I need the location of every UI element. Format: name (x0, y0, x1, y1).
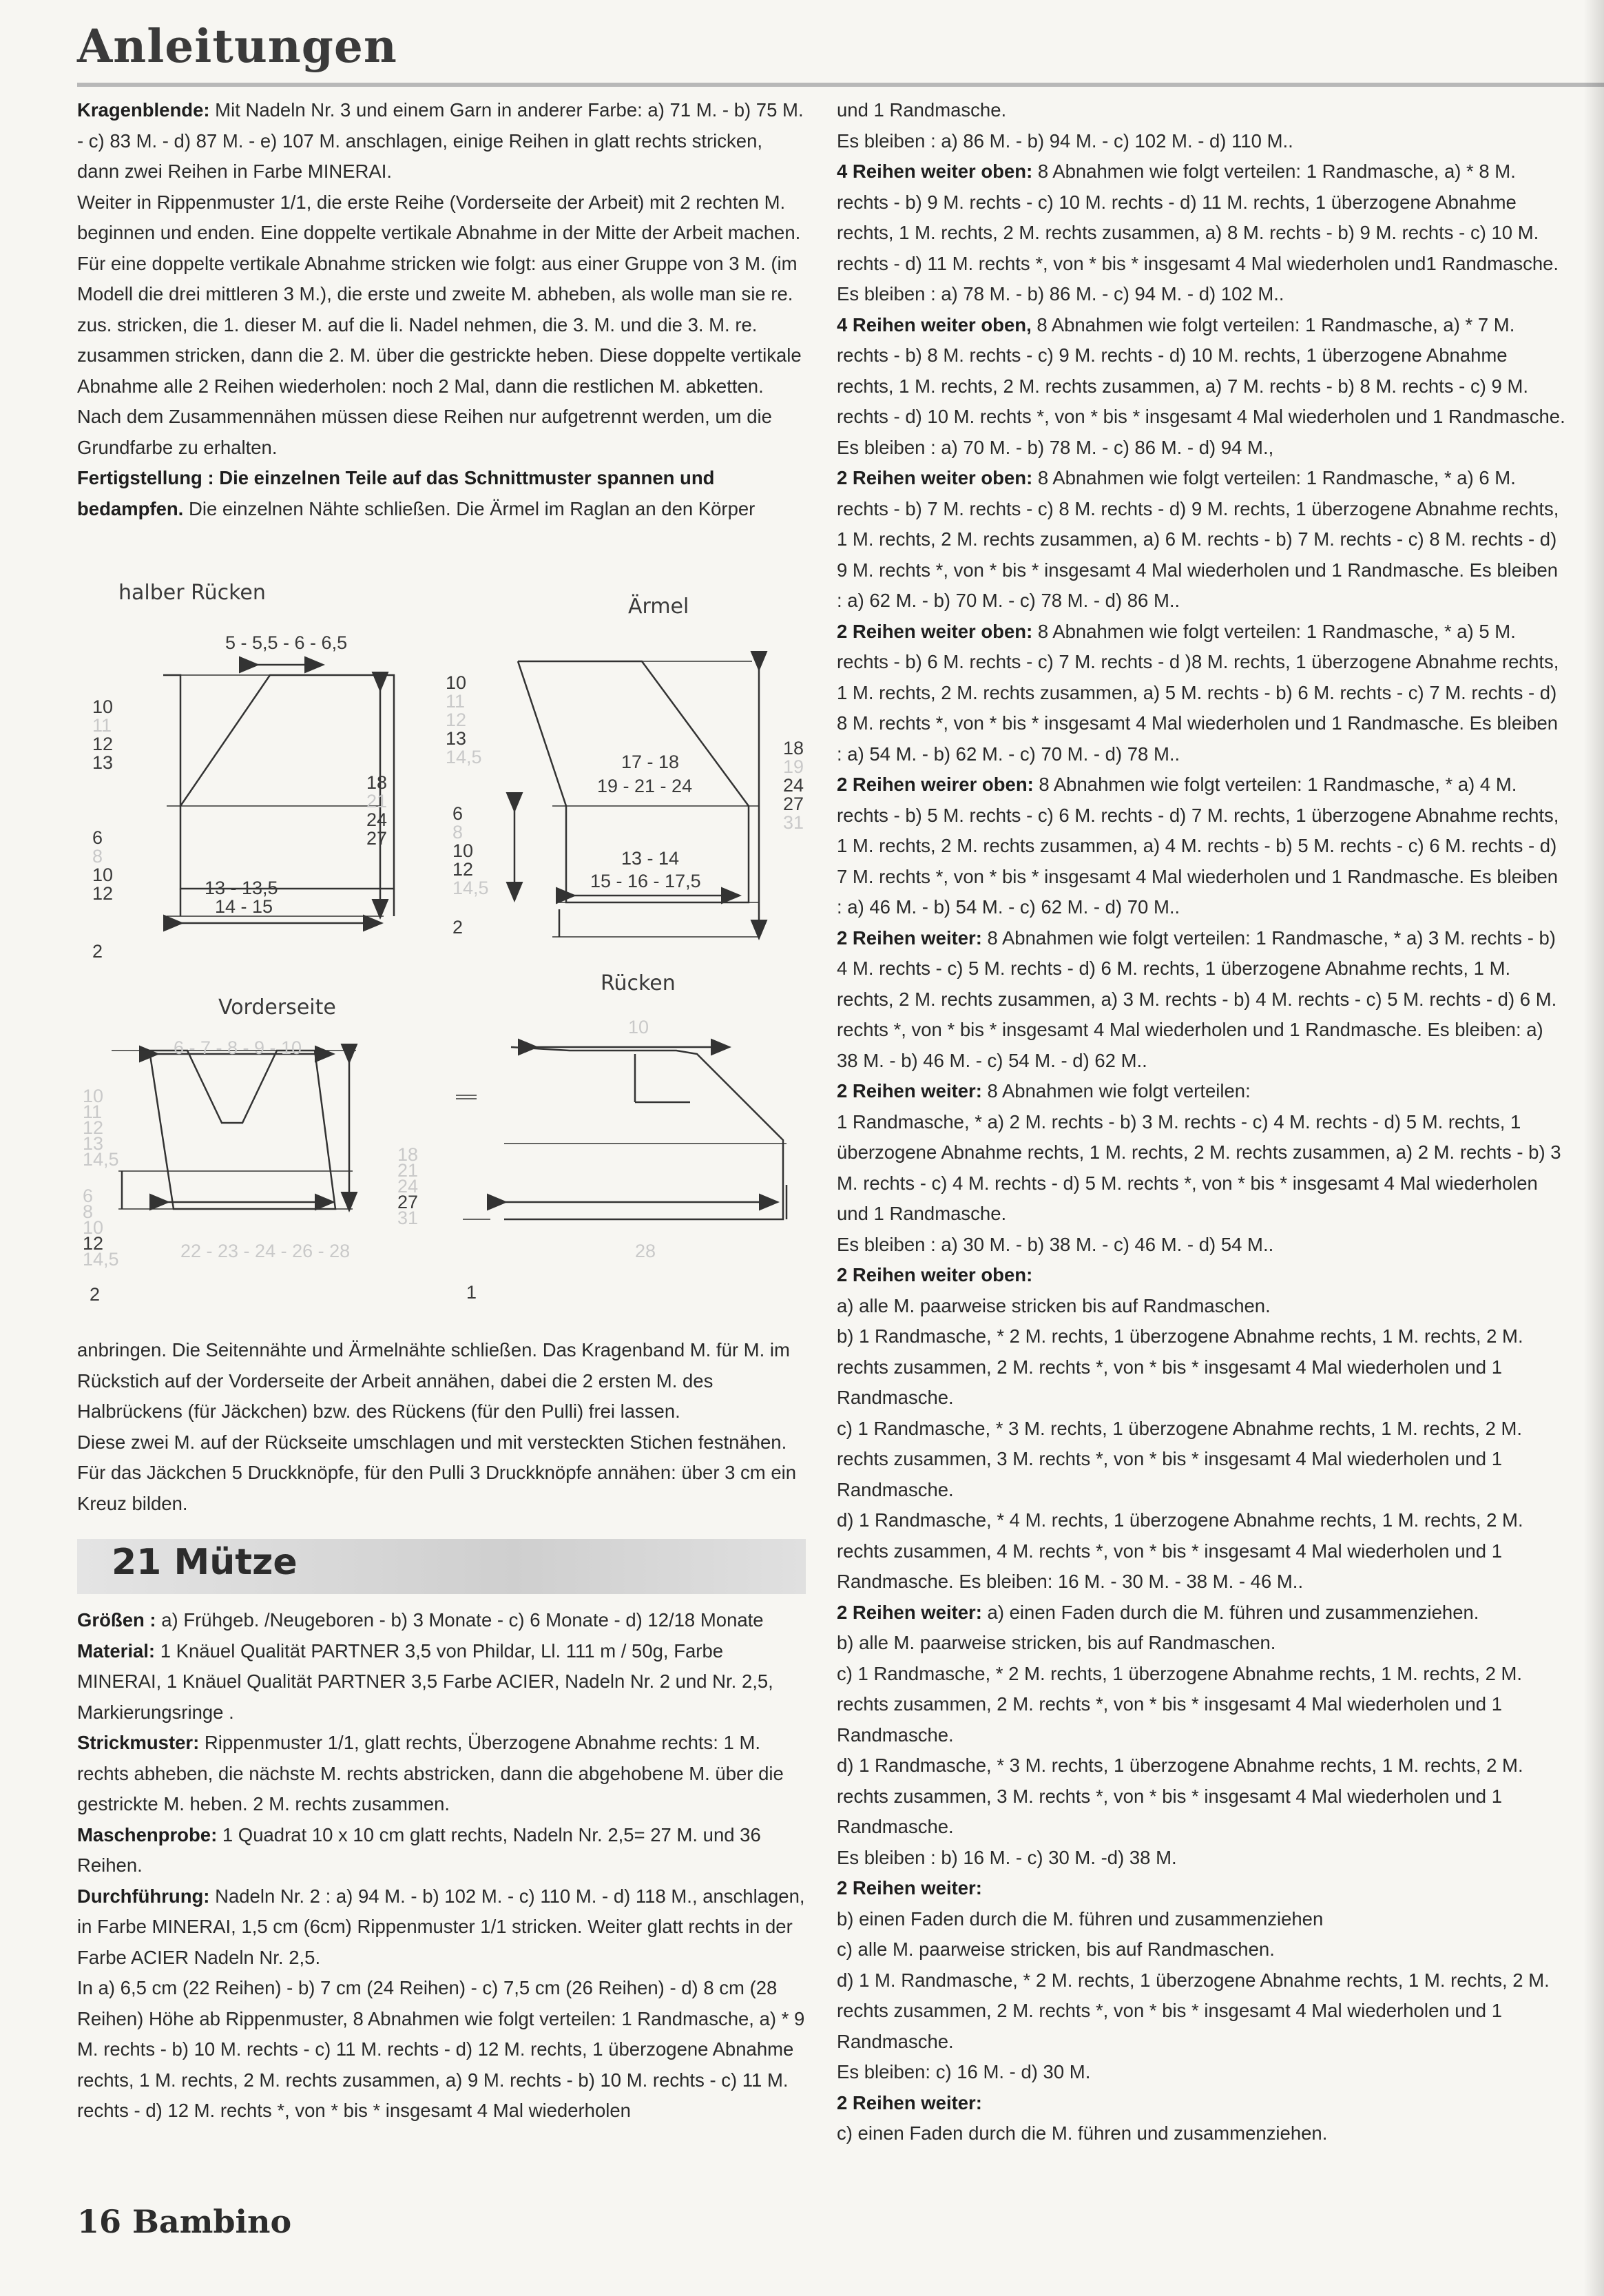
sl-right-1: 18 (783, 738, 804, 758)
paragraph (77, 1881, 806, 1974)
paragraph-text: 8 Abnahmen wie folgt verteilen: 1 Randmasche, * a) 5 M. rechts - b) 6 M. rechts - c) 7 M. rechts - d )8 M. rechts, 1 überzogene Abnahme rechts, 1 M. rechts, 2 M. rechts zusammen, a) 5 M. rechts - b) 6 M. rechts - c) 7 M. rechts - d) 8 M. rechts *, von * bis * insgesamt 4 Mal wiederholen und 1 Randmasche. Es bleiben : a) 54 M. - b) 62 M. - c) 70 M. - d) 78 M.. (837, 620, 1559, 765)
paragraph-text: 1 Knäuel Qualität PARTNER 3,5 von Phildar, Ll. 111 m / 50g, Farbe MINERAI, 1 Knäuel Qualität PARTNER 3,5 Farbe ACIER, Nadeln Nr. 2 und Nr. 2,5, Markierungsringe . (77, 1640, 773, 1723)
paragraph (837, 310, 1567, 464)
sl-left-10: 14,5 (452, 878, 489, 898)
paragraph (837, 2057, 1567, 2088)
column-right (837, 95, 1567, 2149)
sl-right-5: 31 (783, 812, 804, 833)
paragraph-lead: 4 Reihen weiter oben, (837, 313, 1032, 335)
sl-right-4: 27 (783, 794, 804, 814)
sl-left-1: 10 (446, 672, 467, 693)
page-gutter-shadow (1583, 0, 1604, 2296)
paragraph (77, 1335, 806, 1427)
paragraph-lead: 2 Reihen weirer oben: (837, 774, 1034, 795)
paragraph-lead: 2 Reihen weiter: (837, 2091, 982, 2113)
fr-left-3: 12 (83, 1117, 104, 1138)
paragraph-text: und 1 Randmasche. (837, 99, 1007, 121)
sl-bottom-w2: 15 - 16 - 17,5 (590, 871, 701, 891)
label-half-back: halber Rücken (118, 581, 266, 605)
paragraph (837, 1904, 1567, 1935)
paragraph (77, 1820, 806, 1881)
sl-right-2: 19 (783, 756, 804, 777)
paragraph (837, 2118, 1567, 2149)
half-back-outline (163, 675, 394, 889)
paragraph-text: b) einen Faden durch die M. führen und zusammenziehen (837, 1907, 1324, 1930)
paragraph (77, 1973, 806, 2127)
paragraph (837, 1260, 1567, 1291)
fr-left-4: 13 (83, 1133, 104, 1154)
fr-bottom-width: 22 - 23 - 24 - 26 - 28 (180, 1241, 351, 1261)
paragraph-text: anbringen. Die Seitennähte und Ärmelnähte schließen. Das Kragenband M. für M. im Rückstich auf der Vorderseite der Arbeit annähen, dabei die 2 ersten M. des Halbrückens (für Jäckchen) bzw. des Rückens (für den Pulli) frei lassen. (77, 1339, 790, 1422)
paragraph (837, 1076, 1567, 1107)
paragraph-text: c) einen Faden durch die M. führen und zusammenziehen. (837, 2122, 1328, 2144)
fr-left-6: 6 (83, 1186, 94, 1206)
hb-right-4: 27 (366, 828, 388, 849)
fr-left-2: 11 (83, 1102, 103, 1122)
paragraph (77, 1636, 806, 1728)
paragraph (77, 1605, 806, 1636)
paragraph-text: 1 Randmasche, * a) 2 M. rechts - b) 3 M. rechts - c) 4 M. rechts - d) 5 M. rechts, 1 überzogene Abnahme rechts, 1 M. rechts, 2 M. rechts zusammen, a) 2 M. rechts - b) 3 M. rechts - c) 4 M. rechts - d) 5 M. rechts *, von * bis * insgesamt 4 Mal wiederholen und 1 Randmasche. (837, 1110, 1561, 1224)
paragraph-text: Es bleiben : b) 16 M. - c) 30 M. -d) 38 M. (837, 1846, 1177, 1868)
paragraph (837, 1843, 1567, 1874)
fr-left-7: 8 (83, 1201, 94, 1222)
paragraph (77, 95, 806, 187)
paragraph-text: 8 Abnahmen wie folgt verteilen: (981, 1080, 1251, 1102)
paragraph-text: Nadeln Nr. 2 : a) 94 M. - b) 102 M. - c) 110 M. - d) 118 M., anschlagen, in Farbe MINERAI, 1,5 cm (6cm) Rippenmuster 1/1 stricken. Weiter glatt rechts in der Farbe ACIER Nadeln Nr. 2,5. (77, 1885, 805, 1968)
paragraph (837, 1597, 1567, 1628)
hb-left-1: 10 (92, 696, 114, 717)
paragraph (837, 1230, 1567, 1261)
paragraph-text: Mit Nadeln Nr. 3 und einem Garn in anderer Farbe: a) 71 M. - b) 75 M. - c) 83 M. - d) 87 M. - e) 107 M. anschlagen, einige Reihen in glatt rechts stricken, dann zwei Reihen in Farbe MINERAI. (77, 99, 804, 182)
sl-bottom-h: 2 (452, 917, 464, 938)
column-left-top (77, 95, 806, 524)
paragraph (837, 1414, 1567, 1506)
paragraph-lead: Kragenblende: (77, 99, 210, 121)
paragraph-text: d) 1 Randmasche, * 3 M. rechts, 1 überzogene Abnahme rechts, 1 M. rechts, 2 M. rechts zusammen, 3 M. rechts *, von * bis * insgesamt 4 Mal wiederholen und 1 Randmasche. (837, 1755, 1523, 1837)
paragraph-text: c) 1 Randmasche, * 3 M. rechts, 1 überzogene Abnahme rechts, 1 M. rechts, 2 M. rechts zusammen, 3 M. rechts *, von * bis * insgesamt 4 Mal wiederholen und 1 Randmasche. (837, 1417, 1523, 1500)
paragraph-lead: 4 Reihen weiter oben: (837, 161, 1033, 182)
fr-top-width: 6 - 7 - 8 - 9 - 10 (174, 1037, 302, 1058)
page-number: 16 (77, 2203, 122, 2240)
paragraph (837, 769, 1567, 923)
sl-left-2: 11 (446, 691, 466, 712)
paragraph-text: Rippenmuster 1/1, glatt rechts, Überzogene Abnahme rechts: 1 M. rechts abheben, die nächste M. rechts abstricken, dann die abgehobene M. über die gestrickte M. heben. 2 M. rechts zusammen. (77, 1732, 784, 1814)
paragraph-text: a) alle M. paarweise stricken bis auf Randmaschen. (837, 1294, 1271, 1316)
label-front: Vorderseite (218, 995, 336, 1020)
sl-right-3: 24 (783, 775, 804, 796)
back-outline (504, 1047, 783, 1219)
sl-left-9: 12 (452, 859, 474, 880)
paragraph (837, 2088, 1567, 2119)
sl-left-7: 8 (452, 822, 464, 842)
paragraph (837, 1291, 1567, 1322)
paragraph-text: c) alle M. paarweise stricken, bis auf Randmaschen. (837, 1938, 1275, 1960)
fr-right-3: 24 (397, 1176, 419, 1197)
paragraph-text: Es bleiben : a) 30 M. - b) 38 M. - c) 46 M. - d) 54 M.. (837, 1233, 1274, 1255)
page-title: Anleitungen (77, 19, 397, 73)
schematic-diagrams (77, 579, 807, 1330)
paragraph (837, 126, 1567, 157)
paragraph (837, 463, 1567, 617)
hb-left-8: 12 (92, 883, 114, 904)
paragraph-text: 8 Abnahmen wie folgt verteilen: 1 Randmasche, a) * 7 M. rechts - b) 8 M. rechts - c) 9 M. rechts - d) 10 M. rechts, 1 überzogene Abnahme rechts, 1 M. rechts, 2 M. rechts zusammen, a) 7 M. rechts - b) 8 M. rechts - c) 9 M. rechts - d) 10 M. rechts *, von * bis * insgesamt 4 Mal wiederholen und 1 Randmasche. Es bleiben : a) 70 M. - b) 78 M. - c) 86 M. - d) 94 M., (837, 313, 1565, 458)
hb-bottom-w1: 13 - 13,5 (205, 878, 278, 898)
section-heading-box (77, 1539, 806, 1594)
paragraph (837, 617, 1567, 770)
paragraph-text: 8 Abnahmen wie folgt verteilen: 1 Randmasche, * a) 3 M. rechts - b) 4 M. rechts - c) 5 M. rechts - d) 6 M. rechts, 1 überzogene Abnahme rechts, 1 M. rechts, 2 M. rechts zusammen, a) 3 M. rechts - b) 4 M. rechts - c) 5 M. rechts - d) 6 M. rechts *, von * bis * insgesamt 4 Mal wiederholen und 1 Randmasche. Es bleiben: a) 38 M. - b) 46 M. - c) 54 M. - d) 62 M.. (837, 927, 1557, 1071)
paragraph-lead: Größen : (77, 1609, 156, 1631)
title-rule (77, 83, 1604, 87)
paragraph (77, 187, 806, 402)
paragraph-lead: 2 Reihen weiter oben: (837, 1264, 1033, 1285)
paragraph-lead: Fertigstellung : Die einzelnen Teile auf das Schnittmuster spannen und bedampfen. (77, 467, 715, 519)
paragraph (837, 1505, 1567, 1597)
hb-right-3: 24 (366, 809, 388, 830)
hb-left-2: 11 (92, 715, 112, 736)
hb-left-5: 6 (92, 827, 103, 848)
paragraph-text: b) 1 Randmasche, * 2 M. rechts, 1 überzogene Abnahme rechts, 1 M. rechts, 2 M. rechts zusammen, 2 M. rechts *, von * bis * insgesamt 4 Mal wiederholen und 1 Randmasche. (837, 1325, 1523, 1408)
paragraph (837, 1107, 1567, 1230)
fr-left-1: 10 (83, 1086, 104, 1106)
paragraph (837, 923, 1567, 1077)
hb-top-width: 5 - 5,5 - 6 - 6,5 (225, 632, 348, 653)
fr-right-4: 27 (397, 1192, 419, 1212)
bk-bottom-h: 1 (466, 1282, 477, 1303)
sl-top-w2: 19 - 21 - 24 (597, 776, 693, 796)
pattern-schematics (77, 579, 807, 1330)
sl-left-5: 14,5 (446, 747, 482, 767)
paragraph (837, 1965, 1567, 2058)
bk-top-width: 10 (628, 1017, 649, 1037)
paragraph-text: In a) 6,5 cm (22 Reihen) - b) 7 cm (24 Reihen) - c) 7,5 cm (26 Reihen) - d) 8 cm (28 Reihen) Höhe ab Rippenmuster, 8 Abnahmen wie folgt verteilen: 1 Randmasche, a) * 9 M. rechts - b) 10 M. rechts - c) 11 M. rechts - d) 12 M. rechts, 1 überzogene Abnahme rechts, 1 M. rechts, 2 M. rechts zusammen, a) 9 M. rechts - b) 10 M. rechts - c) 11 M. rechts - d) 12 M. rechts *, von * bis * insgesamt 4 Mal wiederholen (77, 1977, 805, 2121)
paragraph-text: Es bleiben: c) 16 M. - d) 30 M. (837, 2061, 1091, 2082)
paragraph-lead: 2 Reihen weiter: (837, 927, 982, 949)
fr-bottom-h: 2 (90, 1284, 101, 1305)
paragraph-text: d) 1 M. Randmasche, * 2 M. rechts, 1 überzogene Abnahme rechts, 1 M. rechts, 2 M. rechts zusammen, 2 M. rechts *, von * bis * insgesamt 4 Mal wiederholen und 1 Randmasche. (837, 1969, 1550, 2052)
paragraph-text: Es bleiben : a) 86 M. - b) 94 M. - c) 102 M. - d) 110 M.. (837, 130, 1293, 152)
column-left-middle (77, 1335, 806, 1519)
paragraph-lead: Strickmuster: (77, 1732, 200, 1753)
paragraph (77, 463, 806, 524)
front-outline (149, 1051, 335, 1209)
page-footer (77, 2203, 291, 2240)
bk-bottom-width: 28 (635, 1241, 656, 1261)
hb-bottom-h: 2 (92, 941, 103, 962)
column-left-bottom (77, 1605, 806, 2127)
paragraph-lead: Durchführung: (77, 1885, 210, 1907)
paragraph-text: d) 1 Randmasche, * 4 M. rechts, 1 überzogene Abnahme rechts, 1 M. rechts, 2 M. rechts zusammen, 4 M. rechts *, von * bis * insgesamt 4 Mal wiederholen und 1 Randmasche. Es bleiben: 16 M. - 30 M. - 38 M. - 46 M.. (837, 1509, 1523, 1592)
sl-left-8: 10 (452, 840, 474, 861)
paragraph (837, 1934, 1567, 1965)
paragraph-lead: 2 Reihen weiter: (837, 1877, 982, 1899)
paragraph (837, 1873, 1567, 1904)
fr-right-5: 31 (397, 1208, 419, 1228)
paragraph-text: b) alle M. paarweise stricken, bis auf Randmaschen. (837, 1632, 1276, 1653)
label-sleeve: Ärmel (628, 594, 689, 619)
paragraph (77, 402, 806, 463)
paragraph-text: c) 1 Randmasche, * 2 M. rechts, 1 überzogene Abnahme rechts, 1 M. rechts, 2 M. rechts zusammen, 2 M. rechts *, von * bis * insgesamt 4 Mal wiederholen und 1 Randmasche. (837, 1662, 1523, 1746)
paragraph-lead: 2 Reihen weiter: (837, 1080, 982, 1102)
fr-right-1: 18 (397, 1144, 419, 1165)
paragraph-text: 1 Quadrat 10 x 10 cm glatt rechts, Nadeln Nr. 2,5= 27 M. und 36 Reihen. (77, 1823, 761, 1876)
paragraph-text: Weiter in Rippenmuster 1/1, die erste Reihe (Vorderseite der Arbeit) mit 2 rechten M. beginnen und enden. Eine doppelte vertikale Abnahme in der Mitte der Arbeit machen. Für eine doppelte vertikale Abnahme stricken wie folgt: aus einer Gruppe von 3 M. (im Modell die drei mittleren 3 M.), die erste und zweite M. abheben, als wolle man sie re. zus. stricken, die 1. dieser M. auf die li. Nadel nehmen, die 3. M. und die 3. M. re. zusammen stricken, dann die 2. M. über die gestrickte heben. Diese doppelte vertikale Abnahme alle 2 Reihen wiederholen: noch 2 Mal, dann die restlichen M. abketten. (77, 191, 802, 397)
paragraph (837, 1750, 1567, 1843)
paragraph (837, 1659, 1567, 1751)
paragraph-text: Diese zwei M. auf der Rückseite umschlagen und mit versteckten Stichen festnähen. Für das Jäckchen 5 Druckknöpfe, für den Pulli 3 Druckknöpfe annähen: über 3 cm ein Kreuz bilden. (77, 1431, 797, 1514)
paragraph (837, 156, 1567, 310)
paragraph-lead: 2 Reihen weiter oben: (837, 620, 1033, 642)
paragraph-text: 8 Abnahmen wie folgt verteilen: 1 Randmasche, a) * 8 M. rechts - b) 9 M. rechts - c) 10 M. rechts - d) 11 M. rechts, 1 überzogene Abnahme rechts, 1 M. rechts, 2 M. rechts zusammen, a) 8 M. rechts - b) 9 M. rechts - c) 10 M. rechts - d) 11 M. rechts *, von * bis * insgesamt 4 Mal wiederholen und1 Randmasche. Es bleiben : a) 78 M. - b) 86 M. - c) 94 M. - d) 102 M.. (837, 161, 1559, 304)
sl-left-4: 13 (446, 728, 467, 749)
hb-left-4: 13 (92, 752, 114, 773)
paragraph (837, 1628, 1567, 1659)
sl-left-6: 6 (452, 803, 464, 824)
sl-left-3: 12 (446, 710, 467, 730)
hb-bottom-w2: 14 - 15 (215, 896, 273, 917)
fr-left-8: 10 (83, 1217, 104, 1238)
fr-right-2: 21 (397, 1160, 419, 1181)
paragraph-text: a) Frühgeb. /Neugeboren - b) 3 Monate - c) 6 Monate - d) 12/18 Monate (156, 1609, 764, 1631)
hb-left-7: 10 (92, 865, 114, 885)
paragraph (837, 95, 1567, 126)
magazine-name: Bambino (132, 2203, 292, 2240)
paragraph-text: a) einen Faden durch die M. führen und zusammenziehen. (981, 1601, 1479, 1623)
fr-left-5: 14,5 (83, 1149, 119, 1170)
fr-left-9: 12 (83, 1233, 104, 1254)
sl-bottom-w1: 13 - 14 (621, 848, 680, 869)
label-back: Rücken (601, 971, 676, 995)
section-heading: 21 Mütze (112, 1542, 298, 1583)
hb-right-2: 21 (366, 791, 388, 811)
sl-top-w1: 17 - 18 (621, 752, 680, 772)
paragraph-text: Nach dem Zusammennähen müssen diese Reihen nur aufgetrennt werden, um die Grundfarbe zu erhalten. (77, 406, 772, 458)
hb-left-6: 8 (92, 846, 103, 867)
paragraph-lead: Maschenprobe: (77, 1823, 218, 1845)
paragraph-text: 8 Abnahmen wie folgt verteilen: 1 Randmasche, * a) 6 M. rechts - b) 7 M. rechts - c) 8 M. rechts - d) 9 M. rechts, 1 überzogene Abnahme rechts, 1 M. rechts, 2 M. rechts zusammen, a) 6 M. rechts - b) 7 M. rechts - c) 8 M. rechts - d) 9 M. rechts *, von * bis * insgesamt 4 Mal wiederholen und 1 Randmasche. Es bleiben : a) 62 M. - b) 70 M. - c) 78 M. - d) 86 M.. (837, 467, 1559, 611)
paragraph-text: 8 Abnahmen wie folgt verteilen: 1 Randmasche, * a) 4 M. rechts - b) 5 M. rechts - c) 6 M. rechts - d) 7 M. rechts, 1 überzogene Abnahme rechts, 1 M. rechts, 2 M. rechts zusammen, a) 4 M. rechts - b) 5 M. rechts - c) 6 M. rechts - d) 7 M. rechts *, von * bis * insgesamt 4 Mal wiederholen und 1 Randmasche. Es bleiben : a) 46 M. - b) 54 M. - c) 62 M. - d) 70 M.. (837, 774, 1559, 918)
paragraph-text: Die einzelnen Nähte schließen. Die Ärmel im Raglan an den Körper (183, 497, 756, 519)
paragraph-lead: 2 Reihen weiter oben: (837, 467, 1033, 488)
paragraph (77, 1427, 806, 1520)
paragraph (77, 1728, 806, 1820)
paragraph-lead: 2 Reihen weiter: (837, 1601, 982, 1623)
paragraph-lead: Material: (77, 1640, 156, 1662)
hb-left-3: 12 (92, 734, 114, 754)
hb-right-1: 18 (366, 772, 388, 793)
fr-left-10: 14,5 (83, 1249, 119, 1270)
paragraph (837, 1321, 1567, 1414)
